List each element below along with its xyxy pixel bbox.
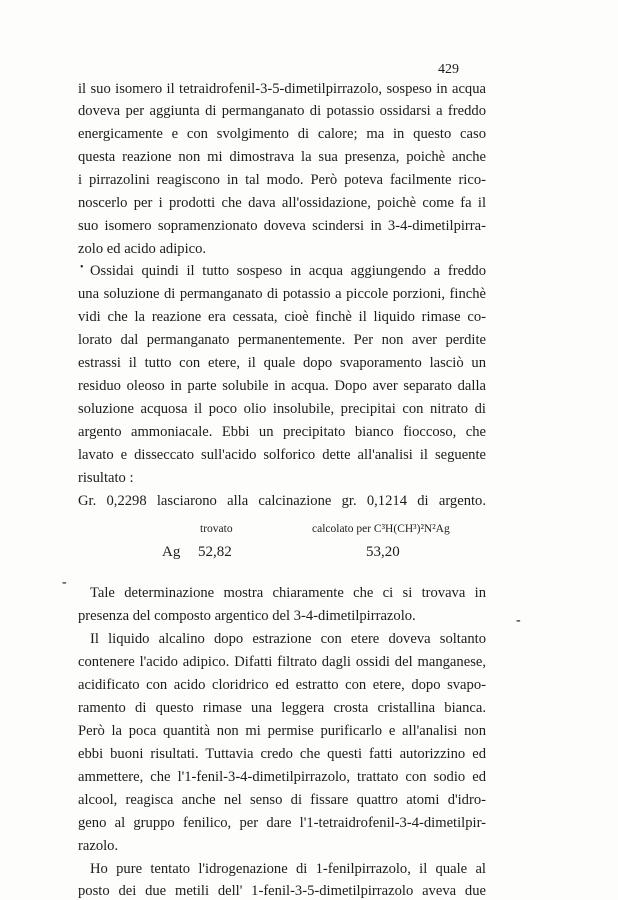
text-line: lorato dal permanganato permanentemente. Per non aver perdite: [78, 332, 486, 348]
text-line: Tale determinazione mostra chiaramente che ci si trovava in: [90, 585, 486, 601]
text-line: suo isomero sopramenzionato doveva scindersi in 3-4-dimetilpirra-: [78, 218, 486, 234]
text-line: residuo oleoso in parte solubile in acqua. Dopo aver separato dalla: [78, 378, 486, 394]
text-line: posto dei due metili dell' 1-fenil-3-5-dimetilpirrazolo aveva due: [78, 883, 486, 899]
text-line: energicamente e con svolgimento di calore; ma in questo caso: [78, 126, 486, 142]
text-line: una soluzione di permanganato di potassio a piccole porzioni, finchè: [78, 286, 486, 302]
text-line: Però la poca quantità non mi permise purificarlo e all'analisi non: [78, 723, 486, 739]
found-value: 52,82: [198, 544, 232, 560]
text-line: il suo isomero il tetraidrofenil-3-5-dimetilpirrazolo, sospeso in acqua: [78, 81, 486, 97]
text-line: lavato e disseccato sull'acido solforico dette all'analisi il seguente: [78, 447, 486, 463]
margin-dash-mark: -: [62, 575, 67, 590]
margin-dash-mark: -: [516, 613, 521, 628]
text-line: alcool, reagisca anche nel senso di fissare quattro atomi d'idro-: [78, 792, 486, 808]
text-line: razolo.: [78, 838, 119, 854]
text-line: doveva per aggiunta di permanganato di potassio ossidarsi a freddo: [78, 103, 486, 119]
text-line: estrassi il tutto con etere, il quale dopo svaporamento lasciò un: [78, 355, 486, 371]
bullet-mark: •: [80, 262, 84, 273]
text-line: i pirrazolini reagiscono in tal modo. Però poteva facilmente rico-: [78, 172, 486, 188]
text-line: geno al gruppo fenilico, per dare l'1-tetraidrofenil-3-4-dimetilpir-: [78, 815, 486, 831]
text-line: acidificato con acido cloridrico ed estratto con etere, dopo svapo-: [78, 677, 486, 693]
text-line: ebbi buoni risultati. Tuttavia credo che questi fatti autorizzino ed: [78, 746, 486, 762]
text-line: zolo ed acido adipico.: [78, 241, 207, 257]
text-line: Il liquido alcalino dopo estrazione con etere doveva soltanto: [90, 631, 486, 647]
text-line: questa reazione non mi dimostrava la sua presenza, poichè anche: [78, 149, 486, 165]
text-line: presenza del composto argentico del 3-4-dimetilpirrazolo.: [78, 608, 416, 624]
text-line: contenere l'acido adipico. Difatti filtrato dagli ossidi del manganese,: [78, 654, 486, 670]
text-line: Ossidai quindi il tutto sospeso in acqua aggiungendo a freddo: [90, 263, 486, 279]
column-header-found: trovato: [200, 523, 233, 535]
calculated-value: 53,20: [366, 544, 400, 560]
element-symbol: Ag: [162, 544, 181, 560]
text-line: Ho pure tentato l'idrogenazione di 1-fenilpirrazolo, il quale al: [90, 861, 486, 877]
text-line: ramento di questo rimase una leggera crosta cristallina bianca.: [78, 700, 486, 716]
text-line: argento ammoniacale. Ebbi un precipitato bianco fioccoso, che: [78, 424, 486, 440]
text-line: risultato :: [78, 470, 134, 486]
text-line: ammettere, che l'1-fenil-3-4-dimetilpirrazolo, trattato con sodio ed: [78, 769, 486, 785]
page-number: 429: [438, 62, 459, 77]
column-header-calculated: calcolato per C³H(CH³)²N²Ag: [312, 523, 450, 535]
text-line: Gr. 0,2298 lasciarono alla calcinazione gr. 0,1214 di argento.: [78, 493, 486, 509]
text-line: vidi che la reazione era cessata, cioè finchè il liquido rimase co-: [78, 309, 486, 325]
text-line: soluzione acquosa il poco olio insolubile, precipitai con nitrato di: [78, 401, 486, 417]
text-line: noscerlo per i prodotti che dava all'ossidazione, poichè come fa il: [78, 195, 486, 211]
